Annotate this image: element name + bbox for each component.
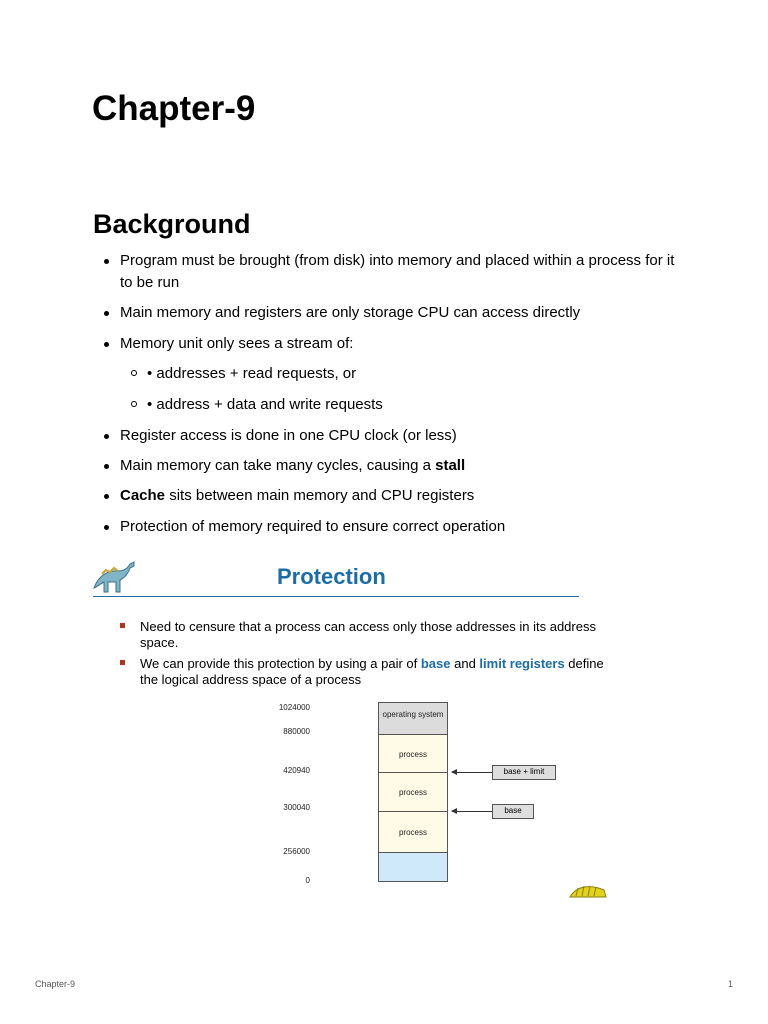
stall-text: Main memory can take many cycles, causing a — [120, 457, 436, 474]
address-label: 880000 — [283, 727, 310, 736]
sub-list-item: • address + data and write requests — [147, 394, 667, 416]
list-item: Register access is done in one CPU clock (or less) — [120, 425, 680, 447]
cache-bold: Cache — [120, 487, 166, 504]
process-segment — [378, 772, 448, 812]
sub-list-item: • addresses + read requests, or — [147, 363, 667, 385]
base-register: base — [492, 804, 534, 819]
page-number: 1 — [727, 979, 733, 989]
address-label: 300040 — [283, 803, 310, 812]
chapter-title: Chapter-9 — [92, 89, 256, 128]
address-label: 256000 — [283, 847, 310, 856]
list-item: Program must be brought (from disk) into memory and placed within a process for it to be run — [120, 250, 680, 294]
os-segment — [378, 702, 448, 735]
list-item — [120, 485, 680, 507]
base-keyword: base — [420, 656, 451, 671]
address-label: 1024000 — [278, 703, 310, 712]
slide-text: We can provide this protection by using a pair of — [140, 656, 421, 671]
footer-chapter: Chapter-9 — [35, 979, 76, 989]
protection-slide-image — [86, 556, 616, 901]
address-label: 420940 — [283, 766, 310, 775]
limit-registers-keyword: limit registers — [479, 656, 565, 671]
dinosaur-icon — [90, 558, 138, 596]
dinosaur-tail-icon — [568, 882, 608, 898]
segment-label: operating system — [382, 710, 444, 719]
arrow-icon — [452, 772, 492, 773]
list-item: Main memory and registers are only storage CPU can access directly — [120, 302, 680, 324]
slide-bullet: Need to censure that a process can access only those addresses in its address space. — [140, 619, 610, 651]
cache-text: sits between main memory and CPU registers — [165, 487, 475, 504]
free-segment — [378, 852, 448, 882]
slide-bullet — [140, 656, 610, 688]
stall-bold: stall — [435, 457, 466, 474]
segment-label: process — [398, 788, 427, 797]
list-item — [120, 455, 680, 477]
base-limit-register: base + limit — [492, 765, 556, 780]
slide-title: Protection — [277, 564, 386, 589]
slide-text: define the logical address space of a process — [140, 656, 604, 687]
segment-label: process — [398, 828, 427, 837]
process-segment — [378, 734, 448, 773]
arrow-icon — [452, 811, 492, 812]
list-item: Memory unit only sees a stream of: — [120, 333, 680, 355]
list-item: Protection of memory required to ensure correct operation — [120, 516, 680, 538]
memory-layout-diagram — [246, 700, 545, 886]
section-title: Background — [93, 209, 251, 239]
slide-text: and — [450, 656, 480, 671]
address-label: 0 — [305, 876, 310, 885]
segment-label: process — [398, 750, 427, 759]
title-divider — [93, 596, 579, 597]
process-segment — [378, 811, 448, 853]
